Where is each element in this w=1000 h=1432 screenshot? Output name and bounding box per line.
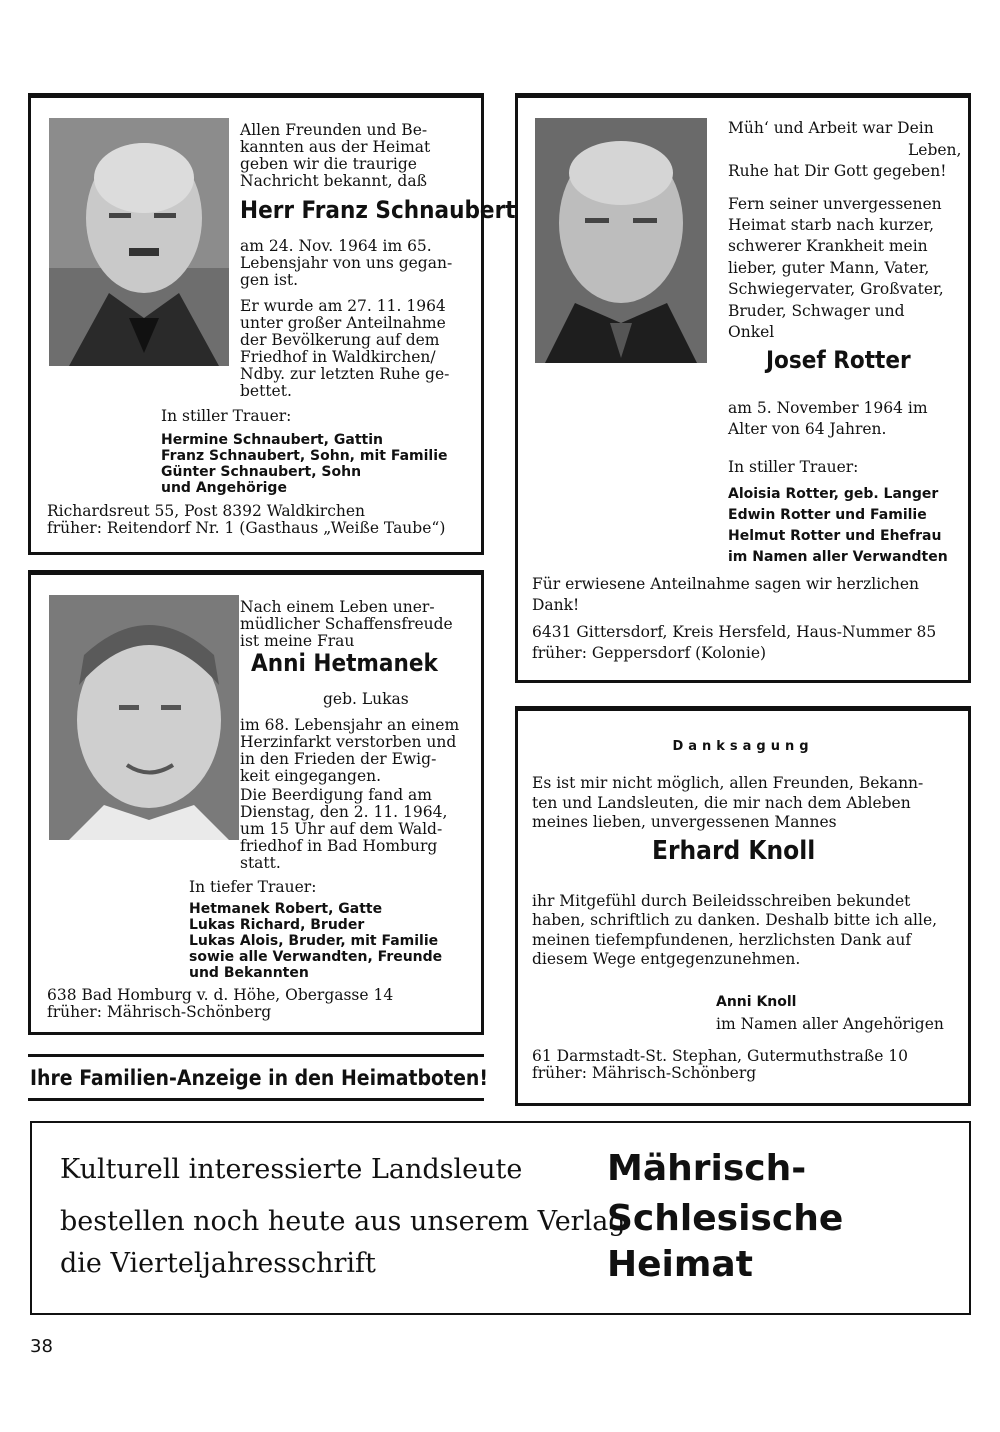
address-line-1: 61 Darmstadt-St. Stephan, Gutermuthstraße 10 [532, 1047, 909, 1065]
intro-line-3: ist meine Frau [240, 632, 355, 650]
mourner-3: Lukas Alois, Bruder, mit Familie [189, 933, 439, 949]
signer-name: Anni Knoll [716, 994, 797, 1010]
portrait-photo-hetmanek [49, 595, 239, 840]
mourner-4: sowie alle Verwandten, Freunde [189, 949, 443, 965]
intro-line-5: Schwiegervater, Großvater, [728, 280, 944, 298]
burial-line-6: bettet. [240, 382, 292, 400]
notice-schnaubert [28, 93, 516, 555]
verse-line-3: Ruhe hat Dir Gott gegeben! [728, 162, 947, 180]
notice-hetmanek [28, 570, 484, 1035]
mourner-1: Hermine Schnaubert, Gattin [161, 432, 383, 448]
burial-line-1: Er wurde am 27. 11. 1964 [240, 297, 446, 315]
death-line-2: Lebensjahr von uns gegan- [240, 254, 453, 272]
mourner-3: Helmut Rotter und Ehefrau [728, 528, 942, 544]
death-line-1: im 68. Lebensjahr an einem [240, 716, 460, 734]
death-line-2: Alter von 64 Jahren. [728, 420, 887, 438]
advert-title-line-1: Mährisch- [607, 1148, 807, 1189]
mourning-label: In stiller Trauer: [728, 458, 859, 476]
mourner-3: Günter Schnaubert, Sohn [161, 464, 362, 480]
promo-banner: Ihre Familien-Anzeige in den Heimatboten! [30, 1066, 488, 1090]
intro-line-2: kannten aus der Heimat [240, 138, 431, 156]
advert-title-line-3: Heimat [607, 1244, 753, 1285]
intro-line-3: geben wir die traurige [240, 155, 417, 173]
intro-line-3: meines lieben, unvergessenen Mannes [532, 813, 837, 831]
mourner-4: im Namen aller Verwandten [728, 549, 948, 565]
body-line-4: diesem Wege entgegenzunehmen. [532, 950, 801, 968]
intro-line-4: Nachricht bekannt, daß [240, 172, 427, 190]
death-line-1: am 5. November 1964 im [728, 399, 928, 417]
page-number: 38 [30, 1336, 53, 1357]
signer-note: im Namen aller Angehörigen [716, 1015, 944, 1033]
address-line-1: Richardsreut 55, Post 8392 Waldkirchen [47, 502, 366, 520]
mourner-2: Edwin Rotter und Familie [728, 507, 927, 523]
death-line-4: keit eingegangen. [240, 767, 382, 785]
death-line-3: in den Frieden der Ewig- [240, 750, 437, 768]
address-line-1: 638 Bad Homburg v. d. Höhe, Obergasse 14 [47, 986, 394, 1004]
address-line-1: 6431 Gittersdorf, Kreis Hersfeld, Haus-Nummer 85 [532, 623, 937, 641]
deceased-name: Erhard Knoll [652, 836, 816, 866]
advert-title-line-2: Schlesische [607, 1198, 844, 1239]
mourner-2: Franz Schnaubert, Sohn, mit Familie [161, 448, 448, 464]
banner-top-rule [28, 1054, 484, 1057]
thanks-line-2: Dank! [532, 596, 580, 614]
burial-line-5: statt. [240, 854, 281, 872]
intro-line-2: ten und Landsleuten, die mir nach dem Ableben [532, 794, 911, 812]
address-line-2: früher: Mährisch-Schönberg [532, 1064, 757, 1082]
address-line-2: früher: Mährisch-Schönberg [47, 1003, 272, 1021]
advert-box [30, 1121, 971, 1315]
deceased-name: Anni Hetmanek [251, 649, 438, 677]
body-line-2: haben, schriftlich zu danken. Deshalb bitte ich alle, [532, 911, 938, 929]
mourner-1: Hetmanek Robert, Gatte [189, 901, 383, 917]
banner-bottom-rule [28, 1098, 484, 1101]
burial-line-3: der Bevölkerung auf dem [240, 331, 440, 349]
portrait-photo-rotter [535, 118, 707, 363]
intro-line-4: lieber, guter Mann, Vater, [728, 259, 930, 277]
burial-line-4: friedhof in Bad Homburg [240, 837, 438, 855]
notice-knoll [515, 706, 971, 1106]
body-line-1: ihr Mitgefühl durch Beileidsschreiben bekundet [532, 892, 911, 910]
intro-line-1: Fern seiner unvergessenen [728, 195, 942, 213]
intro-line-3: schwerer Krankheit mein [728, 237, 928, 255]
advert-line-3: die Vierteljahresschrift [60, 1248, 376, 1279]
notice-rotter [515, 93, 971, 683]
intro-line-1: Allen Freunden und Be- [240, 121, 428, 139]
mourner-5: und Bekannten [189, 965, 309, 981]
verse-line-2: Leben, [908, 141, 962, 159]
intro-line-7: Onkel [728, 323, 775, 341]
intro-line-1: Nach einem Leben uner- [240, 598, 435, 616]
mourning-label: In stiller Trauer: [161, 407, 292, 425]
burial-line-3: um 15 Uhr auf dem Wald- [240, 820, 443, 838]
deceased-name: Herr Franz Schnaubert [240, 196, 516, 224]
intro-line-2: müdlicher Schaffensfreude [240, 615, 453, 633]
advert-line-1: Kulturell interessierte Landsleute [60, 1154, 523, 1185]
deceased-name: Josef Rotter [766, 346, 911, 374]
burial-line-1: Die Beerdigung fand am [240, 786, 432, 804]
mourner-4: und Angehörige [161, 480, 287, 496]
body-line-3: meinen tiefempfundenen, herzlichsten Dank auf [532, 931, 912, 949]
death-line-1: am 24. Nov. 1964 im 65. [240, 237, 432, 255]
address-line-2: früher: Reitendorf Nr. 1 (Gasthaus „Weiße Taube“) [47, 519, 446, 537]
intro-line-6: Bruder, Schwager und [728, 302, 905, 320]
advert-line-2: bestellen noch heute aus unserem Verlag [60, 1206, 626, 1237]
burial-line-5: Ndby. zur letzten Ruhe ge- [240, 365, 450, 383]
burial-line-2: unter großer Anteilnahme [240, 314, 446, 332]
burial-line-4: Friedhof in Waldkirchen/ [240, 348, 436, 366]
address-line-2: früher: Geppersdorf (Kolonie) [532, 644, 767, 662]
birth-name: geb. Lukas [323, 690, 409, 708]
mourner-2: Lukas Richard, Bruder [189, 917, 365, 933]
death-line-2: Herzinfarkt verstorben und [240, 733, 457, 751]
mourner-1: Aloisia Rotter, geb. Langer [728, 486, 939, 502]
portrait-photo-schnaubert [49, 118, 229, 366]
burial-line-2: Dienstag, den 2. 11. 1964, [240, 803, 448, 821]
intro-line-2: Heimat starb nach kurzer, [728, 216, 934, 234]
death-line-3: gen ist. [240, 271, 299, 289]
verse-line-1: Müh‘ und Arbeit war Dein [728, 119, 934, 137]
thanks-heading: Danksagung [672, 739, 814, 754]
thanks-line-1: Für erwiesene Anteilnahme sagen wir herzlichen [532, 575, 919, 593]
mourning-label: In tiefer Trauer: [189, 878, 317, 896]
intro-line-1: Es ist mir nicht möglich, allen Freunden, Bekann- [532, 774, 924, 792]
